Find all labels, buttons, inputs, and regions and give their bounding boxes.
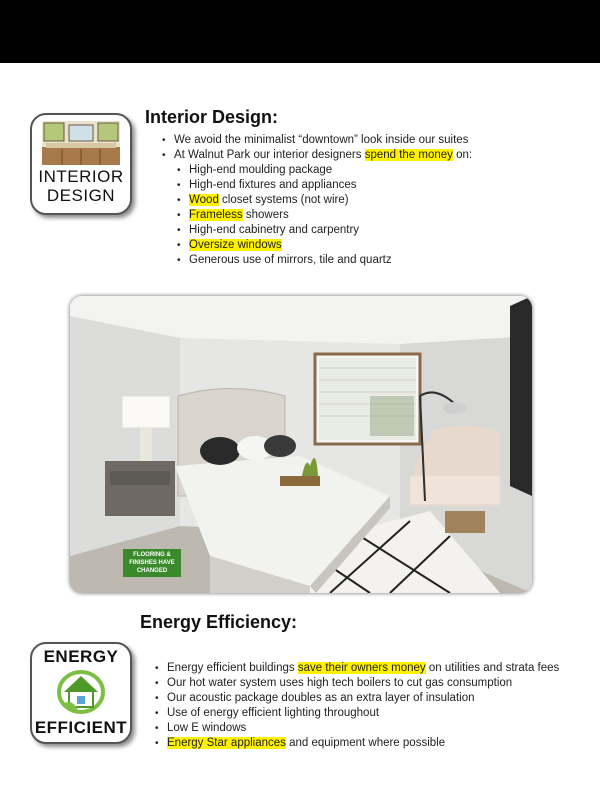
- list-item: • Frameless showers: [175, 208, 392, 223]
- top-bar: [0, 0, 600, 63]
- interior-design-badge: [30, 113, 132, 215]
- list-item: • Use of energy efficient lighting throughout: [153, 706, 559, 721]
- badge-label-line1: INTERIOR: [38, 167, 124, 186]
- list-item: • We avoid the minimalist “downtown” look inside our suites: [160, 133, 472, 148]
- list-item: • Energy Star appliances and equipment where possible: [153, 736, 559, 751]
- energy-bullet-list: [153, 661, 559, 751]
- list-item: • Generous use of mirrors, tile and quartz: [175, 253, 392, 268]
- badge-label-line2: EFFICIENT: [34, 718, 128, 737]
- list-item: • Our acoustic package doubles as an extra layer of insulation: [153, 691, 559, 706]
- list-item: • Low E windows: [153, 721, 559, 736]
- list-item: • High-end fixtures and appliances: [175, 178, 392, 193]
- energy-efficiency-heading: Energy Efficiency:: [140, 612, 298, 632]
- badge-label-line2: DESIGN: [46, 186, 116, 205]
- list-item: • Energy efficient buildings save their owners money on utilities and strata fees: [153, 661, 559, 676]
- green-house-icon: [56, 666, 106, 716]
- list-item: • High-end cabinetry and carpentry: [175, 223, 392, 238]
- badge-label-line1: ENERGY: [43, 647, 119, 666]
- kitchen-illustration-icon: [42, 121, 120, 165]
- photo-disclaimer-label: FLOORING & FINISHES HAVE CHANGED: [123, 549, 181, 577]
- list-item: • At Walnut Park our interior designers spend the money on:: [160, 148, 472, 163]
- list-item: • Our hot water system uses high tech boilers to cut gas consumption: [153, 676, 559, 691]
- list-item: • Oversize windows: [175, 238, 392, 253]
- list-item: • High-end moulding package: [175, 163, 392, 178]
- interior-bullet-list: [160, 133, 472, 163]
- interior-design-heading: Interior Design:: [145, 107, 279, 127]
- energy-efficient-badge: [30, 642, 132, 744]
- list-item: • Wood closet systems (not wire): [175, 193, 392, 208]
- interior-sub-bullet-list: [175, 163, 392, 268]
